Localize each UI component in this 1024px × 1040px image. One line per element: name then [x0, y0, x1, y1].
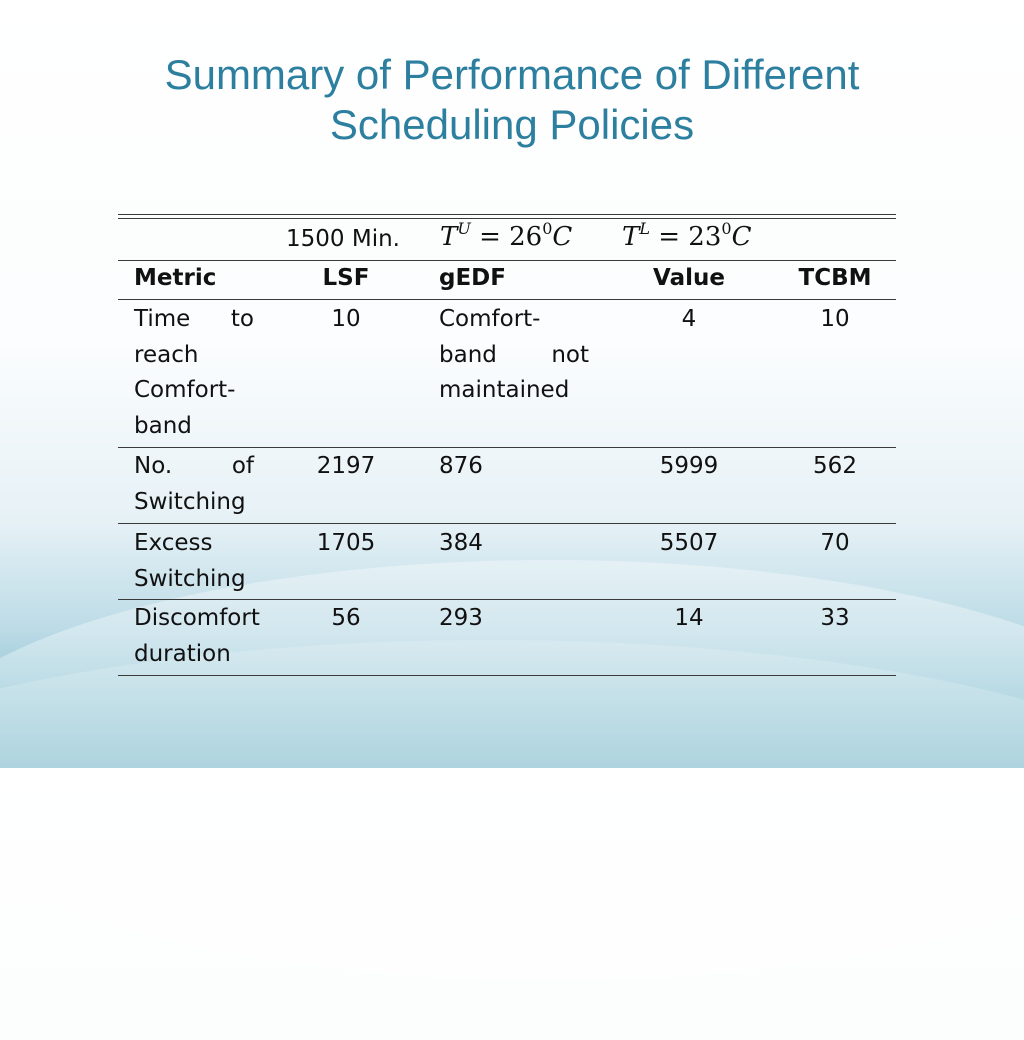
tu-value: = 26: [470, 222, 543, 252]
tu-symbol: T: [440, 222, 458, 252]
value-cell: 5507: [659, 530, 719, 556]
metric-cell: Discomfort duration: [134, 605, 260, 667]
lsf-cell: 10: [331, 306, 361, 332]
background-wave-lower: [0, 640, 1024, 1040]
value-cell: 14: [674, 605, 704, 631]
upper-temperature-limit: [440, 220, 572, 258]
row-divider: [118, 523, 896, 524]
value-cell: 4: [681, 306, 697, 332]
header-tcbm: TCBM: [798, 265, 872, 291]
header-gedf: gEDF: [439, 265, 506, 291]
tcbm-cell: 33: [820, 605, 850, 631]
table-top-rule-double: [118, 218, 896, 219]
header-value: Value: [653, 265, 725, 291]
table-bottom-rule: [118, 675, 896, 676]
value-cell: 5999: [659, 453, 719, 479]
lower-temperature-limit: [622, 220, 751, 258]
tcbm-cell: 70: [820, 530, 850, 556]
row-divider: [118, 599, 896, 600]
lsf-cell: 56: [331, 605, 361, 631]
gedf-cell: 876: [439, 453, 483, 479]
row-divider: [118, 447, 896, 448]
metric-cell: Time to reach Comfort- band: [134, 306, 254, 439]
table-top-rule: [118, 214, 896, 215]
gedf-cell: Comfort- band not maintained: [439, 306, 589, 403]
tl-degree: 0: [721, 219, 732, 238]
tl-unit: C: [731, 222, 752, 252]
header-metric: Metric: [134, 265, 217, 291]
lsf-cell: 2197: [316, 453, 376, 479]
metric-cell: No. of Switching: [134, 453, 254, 515]
duration-label: 1500 Min.: [286, 226, 400, 252]
header-divider: [118, 299, 896, 300]
lsf-cell: 1705: [316, 530, 376, 556]
tu-superscript: U: [457, 219, 471, 238]
slide-title-line-2: Scheduling Policies: [329, 101, 695, 148]
tl-symbol: T: [622, 222, 640, 252]
tcbm-cell: 10: [820, 306, 850, 332]
tu-degree: 0: [542, 219, 553, 238]
header-lsf: LSF: [322, 265, 370, 291]
tcbm-cell: 562: [813, 453, 857, 479]
gedf-cell: 293: [439, 605, 483, 631]
slide-title-line-1: Summary of Performance of Different: [164, 51, 860, 98]
slide-title: [0, 50, 1024, 150]
gedf-cell: 384: [439, 530, 483, 556]
tl-value: = 23: [649, 222, 722, 252]
tl-superscript: L: [639, 219, 650, 238]
metric-cell: Excess Switching: [134, 530, 246, 592]
tu-unit: C: [552, 222, 573, 252]
params-divider: [118, 260, 896, 261]
